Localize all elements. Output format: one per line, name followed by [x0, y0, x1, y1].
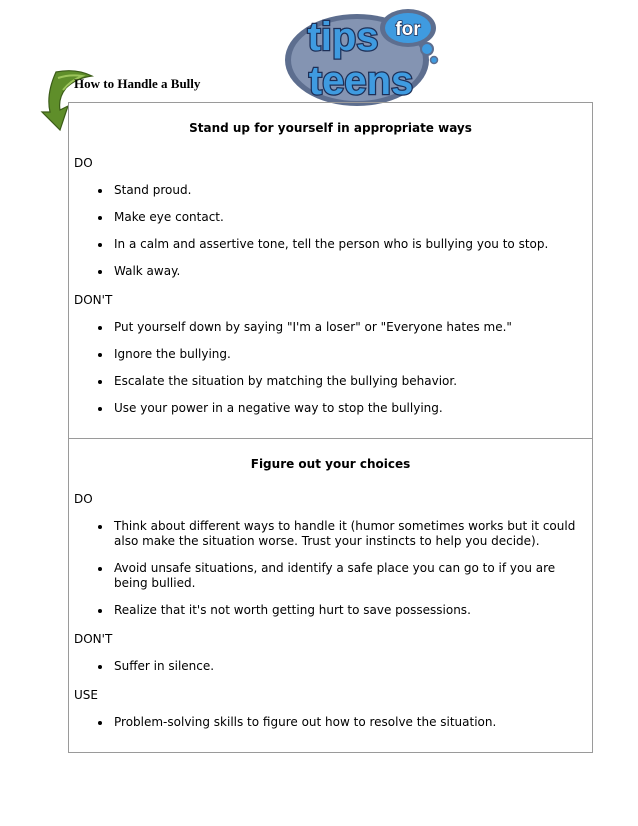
use-list — [74, 715, 587, 730]
dont-label: DON'T — [74, 632, 113, 646]
do-label: DO — [74, 156, 93, 170]
tips-table — [68, 102, 593, 753]
list-item: Realize that it's not worth getting hurt to save possessions. — [74, 603, 587, 618]
list-item: Think about different ways to handle it (humor sometimes works but it could also make the situation worse. Trust your instincts to help you decide). — [74, 519, 587, 549]
do-list — [74, 183, 587, 279]
dont-label: DON'T — [74, 293, 113, 307]
list-item: Ignore the bullying. — [74, 347, 587, 362]
list-item: Walk away. — [74, 264, 587, 279]
list-item: Make eye contact. — [74, 210, 587, 225]
do-list — [74, 519, 587, 618]
section-heading: Stand up for yourself in appropriate ways — [189, 121, 472, 135]
logo-word-for: for — [395, 19, 421, 40]
list-item: Suffer in silence. — [74, 659, 587, 674]
section-stand-up — [69, 103, 592, 438]
do-label: DO — [74, 492, 93, 506]
logo-word-tips: tips — [307, 15, 379, 59]
list-item: Problem-solving skills to figure out how to resolve the situation. — [74, 715, 587, 730]
logo-word-teens: teens — [308, 59, 414, 103]
dont-list — [74, 320, 587, 416]
section-choices — [69, 438, 592, 752]
list-item: In a calm and assertive tone, tell the person who is bullying you to stop. — [74, 237, 587, 252]
list-item: Put yourself down by saying "I'm a loser" or "Everyone hates me." — [74, 320, 587, 335]
tips-for-teens-logo — [283, 4, 443, 108]
document-title: How to Handle a Bully — [74, 76, 201, 91]
list-item: Stand proud. — [74, 183, 587, 198]
list-item: Escalate the situation by matching the bullying behavior. — [74, 374, 587, 389]
list-item: Avoid unsafe situations, and identify a safe place you can go to if you are being bullied. — [74, 561, 587, 591]
section-heading: Figure out your choices — [250, 457, 411, 471]
list-item: Use your power in a negative way to stop the bullying. — [74, 401, 587, 416]
dont-list — [74, 659, 587, 674]
use-label: USE — [74, 688, 98, 702]
